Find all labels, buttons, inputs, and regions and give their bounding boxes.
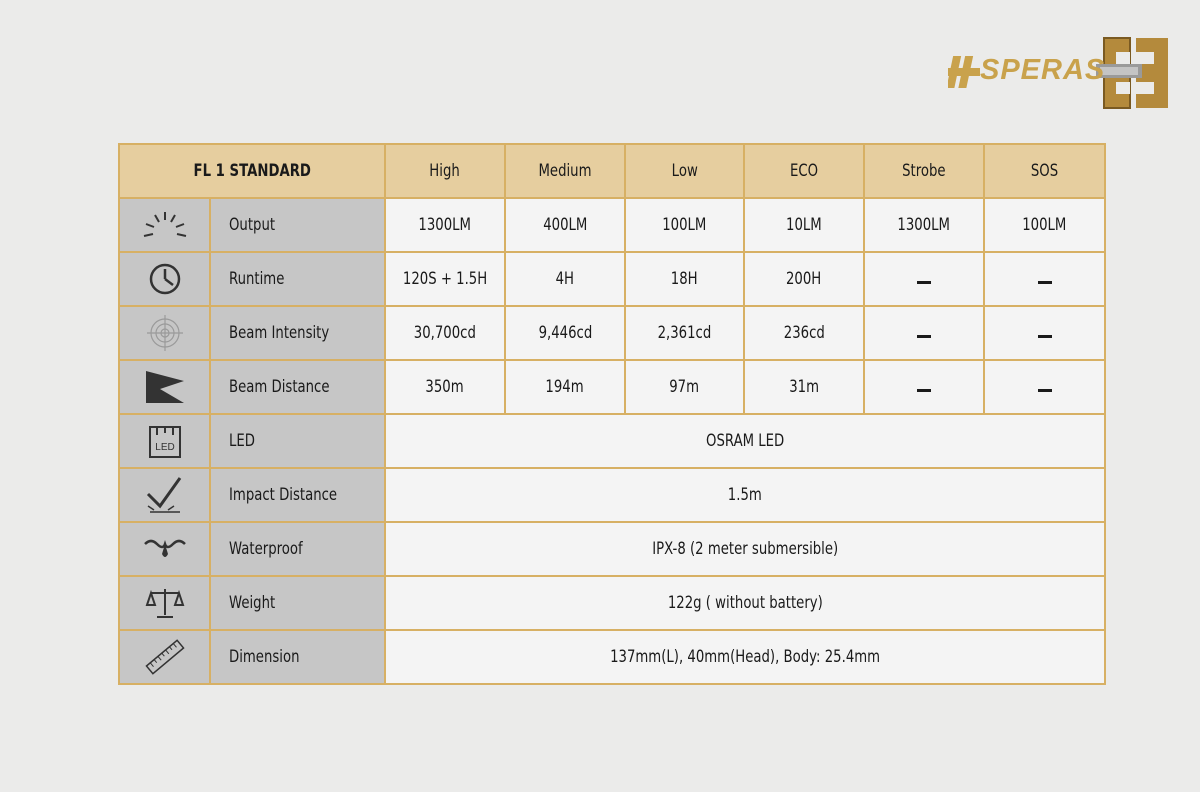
row-label: Dimension bbox=[210, 630, 385, 684]
mode-header: SOS bbox=[984, 144, 1105, 198]
output-icon bbox=[141, 208, 189, 242]
brand-name: SPERAS bbox=[980, 54, 1106, 86]
table-cell: OSRAM LED bbox=[385, 414, 1105, 468]
row-label: Output bbox=[210, 198, 385, 252]
dash-mark bbox=[1038, 335, 1052, 338]
table-cell: 2,361cd bbox=[625, 306, 744, 360]
table-row bbox=[119, 360, 1105, 414]
table-cell: 120S + 1.5H bbox=[385, 252, 505, 306]
table-cell bbox=[984, 360, 1105, 414]
table-row bbox=[119, 522, 1105, 576]
table-cell: 1300LM bbox=[385, 198, 505, 252]
row-icon-cell bbox=[119, 468, 210, 522]
table-cell: 4H bbox=[505, 252, 625, 306]
ruler-icon bbox=[143, 635, 187, 679]
table-row bbox=[119, 306, 1105, 360]
table-cell: 100LM bbox=[984, 198, 1105, 252]
table-cell: 100LM bbox=[625, 198, 744, 252]
table-cell bbox=[984, 306, 1105, 360]
table-cell bbox=[864, 360, 984, 414]
table-title: FL 1 STANDARD bbox=[119, 144, 385, 198]
dash-mark bbox=[917, 389, 931, 392]
table-cell: 350m bbox=[385, 360, 505, 414]
row-label: Beam Intensity bbox=[210, 306, 385, 360]
table-cell: 18H bbox=[625, 252, 744, 306]
mode-header: Strobe bbox=[864, 144, 984, 198]
table-cell: 31m bbox=[744, 360, 864, 414]
table-cell: IPX-8 (2 meter submersible) bbox=[385, 522, 1105, 576]
table-cell: 137mm(L), 40mm(Head), Body: 25.4mm bbox=[385, 630, 1105, 684]
row-icon-cell bbox=[119, 252, 210, 306]
table-cell bbox=[984, 252, 1105, 306]
table-cell bbox=[864, 306, 984, 360]
speras-mark-icon bbox=[948, 52, 982, 92]
table-row bbox=[119, 468, 1105, 522]
row-icon-cell bbox=[119, 630, 210, 684]
svg-text:LED: LED bbox=[154, 442, 175, 453]
row-icon-cell bbox=[119, 414, 210, 468]
table-row bbox=[119, 252, 1105, 306]
table-cell: 236cd bbox=[744, 306, 864, 360]
dash-mark bbox=[917, 281, 931, 284]
e3-model-logo bbox=[1096, 36, 1176, 112]
table-cell: 9,446cd bbox=[505, 306, 625, 360]
mode-header: High bbox=[385, 144, 505, 198]
header-row bbox=[119, 144, 1105, 198]
row-icon-cell bbox=[119, 306, 210, 360]
waterproof-icon bbox=[143, 534, 187, 564]
table-row bbox=[119, 414, 1105, 468]
row-icon-cell bbox=[119, 576, 210, 630]
row-label: Beam Distance bbox=[210, 360, 385, 414]
row-label: LED bbox=[210, 414, 385, 468]
mode-header: Medium bbox=[505, 144, 625, 198]
impact-icon bbox=[144, 474, 186, 516]
row-icon-cell bbox=[119, 360, 210, 414]
table-cell: 122g ( without battery) bbox=[385, 576, 1105, 630]
table-cell: 200H bbox=[744, 252, 864, 306]
spec-table bbox=[118, 143, 1106, 685]
table-cell: 30,700cd bbox=[385, 306, 505, 360]
table-row bbox=[119, 630, 1105, 684]
scale-icon bbox=[145, 585, 185, 621]
table-cell: 194m bbox=[505, 360, 625, 414]
dash-mark bbox=[1038, 389, 1052, 392]
target-icon bbox=[145, 313, 185, 353]
table-cell: 10LM bbox=[744, 198, 864, 252]
table-cell: 1.5m bbox=[385, 468, 1105, 522]
led-icon bbox=[148, 423, 182, 459]
mode-header: Low bbox=[625, 144, 744, 198]
table-row bbox=[119, 198, 1105, 252]
row-label: Weight bbox=[210, 576, 385, 630]
table-cell: 1300LM bbox=[864, 198, 984, 252]
clock-icon bbox=[147, 261, 183, 297]
dash-mark bbox=[917, 335, 931, 338]
row-label: Runtime bbox=[210, 252, 385, 306]
row-label: Waterproof bbox=[210, 522, 385, 576]
row-icon-cell bbox=[119, 198, 210, 252]
mode-header: ECO bbox=[744, 144, 864, 198]
table-cell: 400LM bbox=[505, 198, 625, 252]
beam-distance-icon bbox=[144, 369, 186, 405]
row-icon-cell bbox=[119, 522, 210, 576]
dash-mark bbox=[1038, 281, 1052, 284]
row-label: Impact Distance bbox=[210, 468, 385, 522]
table-row bbox=[119, 576, 1105, 630]
table-cell: 97m bbox=[625, 360, 744, 414]
table-cell bbox=[864, 252, 984, 306]
